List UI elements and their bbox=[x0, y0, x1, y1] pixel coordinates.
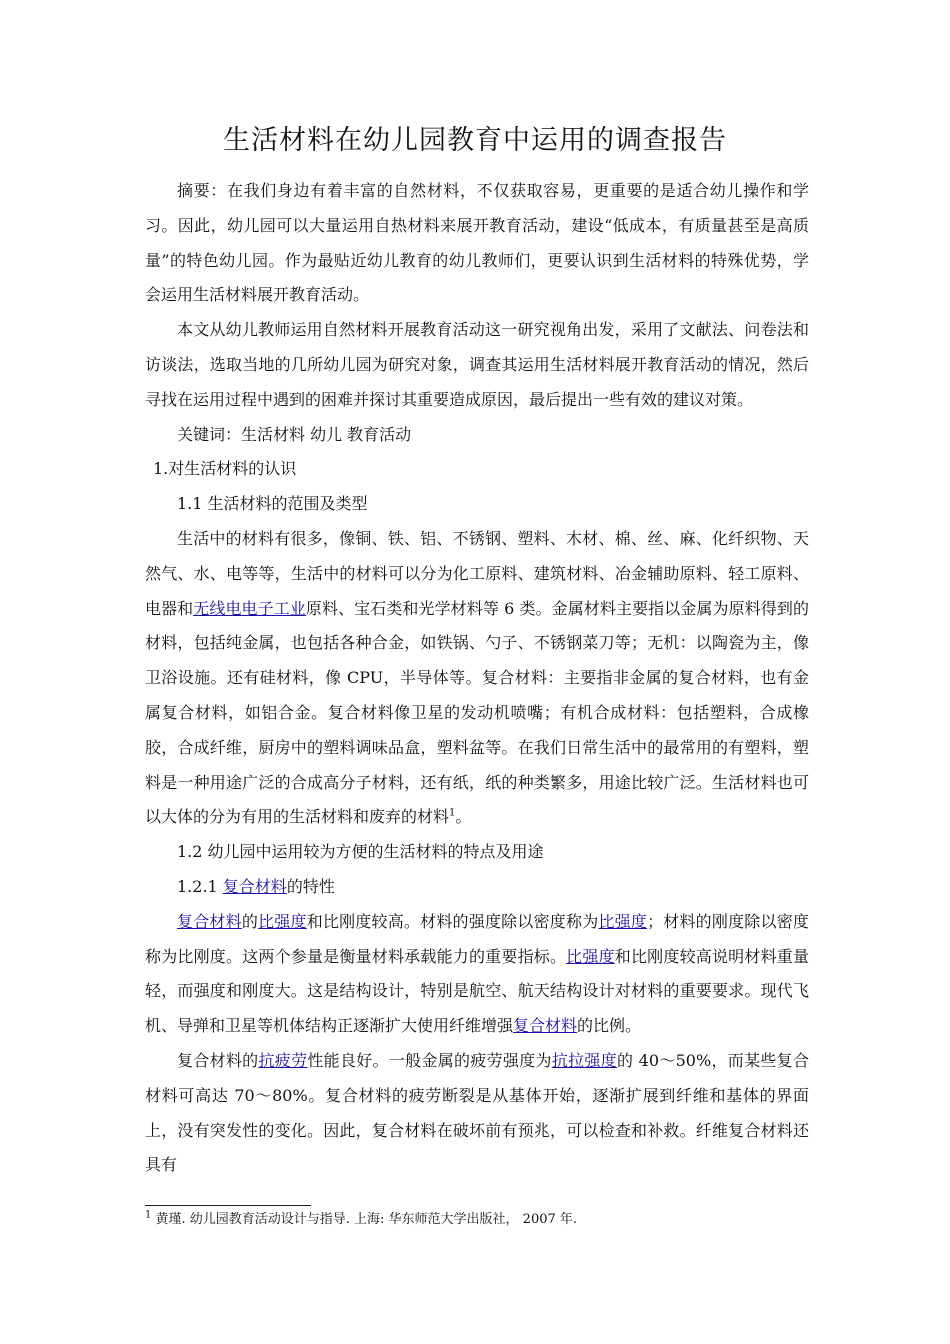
section-heading-1-2: 1.2 幼儿园中运用较为方便的生活材料的特点及用途 bbox=[177, 842, 544, 862]
footnote-text: 黄瑾. 幼儿园教育活动设计与指导. 上海: 华东师范大学出版社， 2007 年. bbox=[151, 1212, 578, 1227]
link-fatigue-resistance[interactable]: 抗疲劳 bbox=[258, 1050, 308, 1070]
section-heading-1-2-1 bbox=[145, 870, 809, 905]
abstract-paragraph-2: 本文从幼儿教师运用自然材料开展教育活动这一研究视角出发，采用了文献法、问卷法和访谈法，选取当地的几所幼儿园为研究对象，调查其运用生活材料展开教育活动的情况，然后寻找在运用过程中遇到的困难并探讨其重要造成原因，最后提出一些有效的建议对策。 bbox=[145, 320, 809, 409]
link-specific-strength[interactable]: 比强度 bbox=[566, 946, 615, 966]
document-body bbox=[145, 174, 809, 1183]
abstract-paragraph: 摘要：在我们身边有着丰富的自然材料，不仅获取容易，更重要的是适合幼儿操作和学习。因此，幼儿园可以大量运用自热材料来展开教育活动，建设“低成本，有质量甚至是高质量”的特色幼儿园。作为最贴近幼儿教育的幼儿教师们，更要认识到生活材料的特殊优势，学会运用生活材料展开教育活动。 bbox=[145, 181, 809, 305]
text-run: 的 bbox=[241, 911, 259, 931]
keywords-line: 关键词：生活材料 幼儿 教育活动 bbox=[177, 424, 412, 444]
link-composite-material[interactable]: 复合材料 bbox=[513, 1016, 578, 1036]
text-run: ；材料的刚度除以密度称为比刚度。这两个参量是衡量材料承载能力的重要指标。 bbox=[145, 911, 809, 966]
text-run: 性能良好。一般金属的疲劳强度为 bbox=[307, 1050, 552, 1070]
footnote-number: 1 bbox=[145, 1209, 152, 1221]
paragraph-specific-strength bbox=[145, 905, 809, 1044]
section-heading-1: 1.对生活材料的认识 bbox=[153, 459, 297, 479]
footnote bbox=[145, 1211, 577, 1229]
section-heading-1-1: 1.1 生活材料的范围及类型 bbox=[177, 494, 368, 514]
footnote-reference: 1 bbox=[449, 808, 456, 820]
text-run: 原料、宝石类和光学材料等 6 类。金属材料主要指以金属为原料得到的材料，包括纯金属，也包括各种合金，如铁锅、勺子、不锈钢菜刀等；无机：以陶瓷为主，像卫浴设施。还有硅材料，像 CPU，半导体等。复合材料：主要指非金属的复合材料，也有金属复合材料，如铝合金。复合材料像卫星的发动机喷嘴；有机合成材料：包括塑料，合成橡胶，合成纤维，厨房中的塑料调味品盒，塑料盆等。在我们日常生活中的最常用的有塑料，塑料是一种用途广泛的合成高分子材料，还有纸，纸的种类繁多，用途比较广泛。生活材料也可以大体的分为有用的生活材料和废弃的材料 bbox=[145, 598, 809, 827]
text-run: 。 bbox=[455, 807, 472, 827]
text-run: 生活中的材料有很多，像铜、铁、铝、不锈钢、塑料、木材、棉、丝、麻、化纤织物、天然气、水、电等等，生活中的材料可以分为化工原料、建筑材料、冶金辅助原料、轻工原料、电器和 bbox=[145, 528, 809, 618]
paragraph-materials bbox=[145, 522, 809, 835]
page-title: 生活材料在幼儿园教育中运用的调查报告 bbox=[223, 125, 727, 156]
link-specific-strength[interactable]: 比强度 bbox=[598, 911, 648, 931]
link-wireless-electronics[interactable]: 无线电电子工业 bbox=[193, 598, 306, 618]
link-composite-material[interactable]: 复合材料 bbox=[177, 911, 242, 931]
footnote-divider bbox=[145, 1205, 311, 1206]
text-run: 复合材料的 bbox=[177, 1050, 259, 1070]
text-run: 的比例。 bbox=[577, 1016, 642, 1036]
link-specific-strength[interactable]: 比强度 bbox=[258, 911, 307, 931]
heading-suffix: 的特性 bbox=[286, 876, 335, 896]
text-run: 的 40～50%，而某些复合材料可高达 70～80%。复合材料的疲劳断裂是从基体开始，逐渐扩展到纤维和基体的界面上，没有突发性的变化。因此，复合材料在破坏前有预兆，可以检查和补救。纤维复合材料还具有 bbox=[145, 1050, 809, 1175]
paragraph-fatigue bbox=[145, 1044, 809, 1183]
text-run: 和比刚度较高说明材料重量轻，而强度和刚度大。这是结构设计，特别是航空、航天结构设计对材料的重要要求。现代飞机、导弹和卫星等机体结构正逐渐扩大使用纤维增强 bbox=[145, 946, 809, 1036]
text-run: 和比刚度较高。材料的强度除以密度称为 bbox=[306, 911, 599, 931]
link-composite-material[interactable]: 复合材料 bbox=[222, 876, 287, 896]
heading-number: 1.2.1 bbox=[177, 876, 223, 896]
link-tensile-strength[interactable]: 抗拉强度 bbox=[551, 1050, 617, 1070]
